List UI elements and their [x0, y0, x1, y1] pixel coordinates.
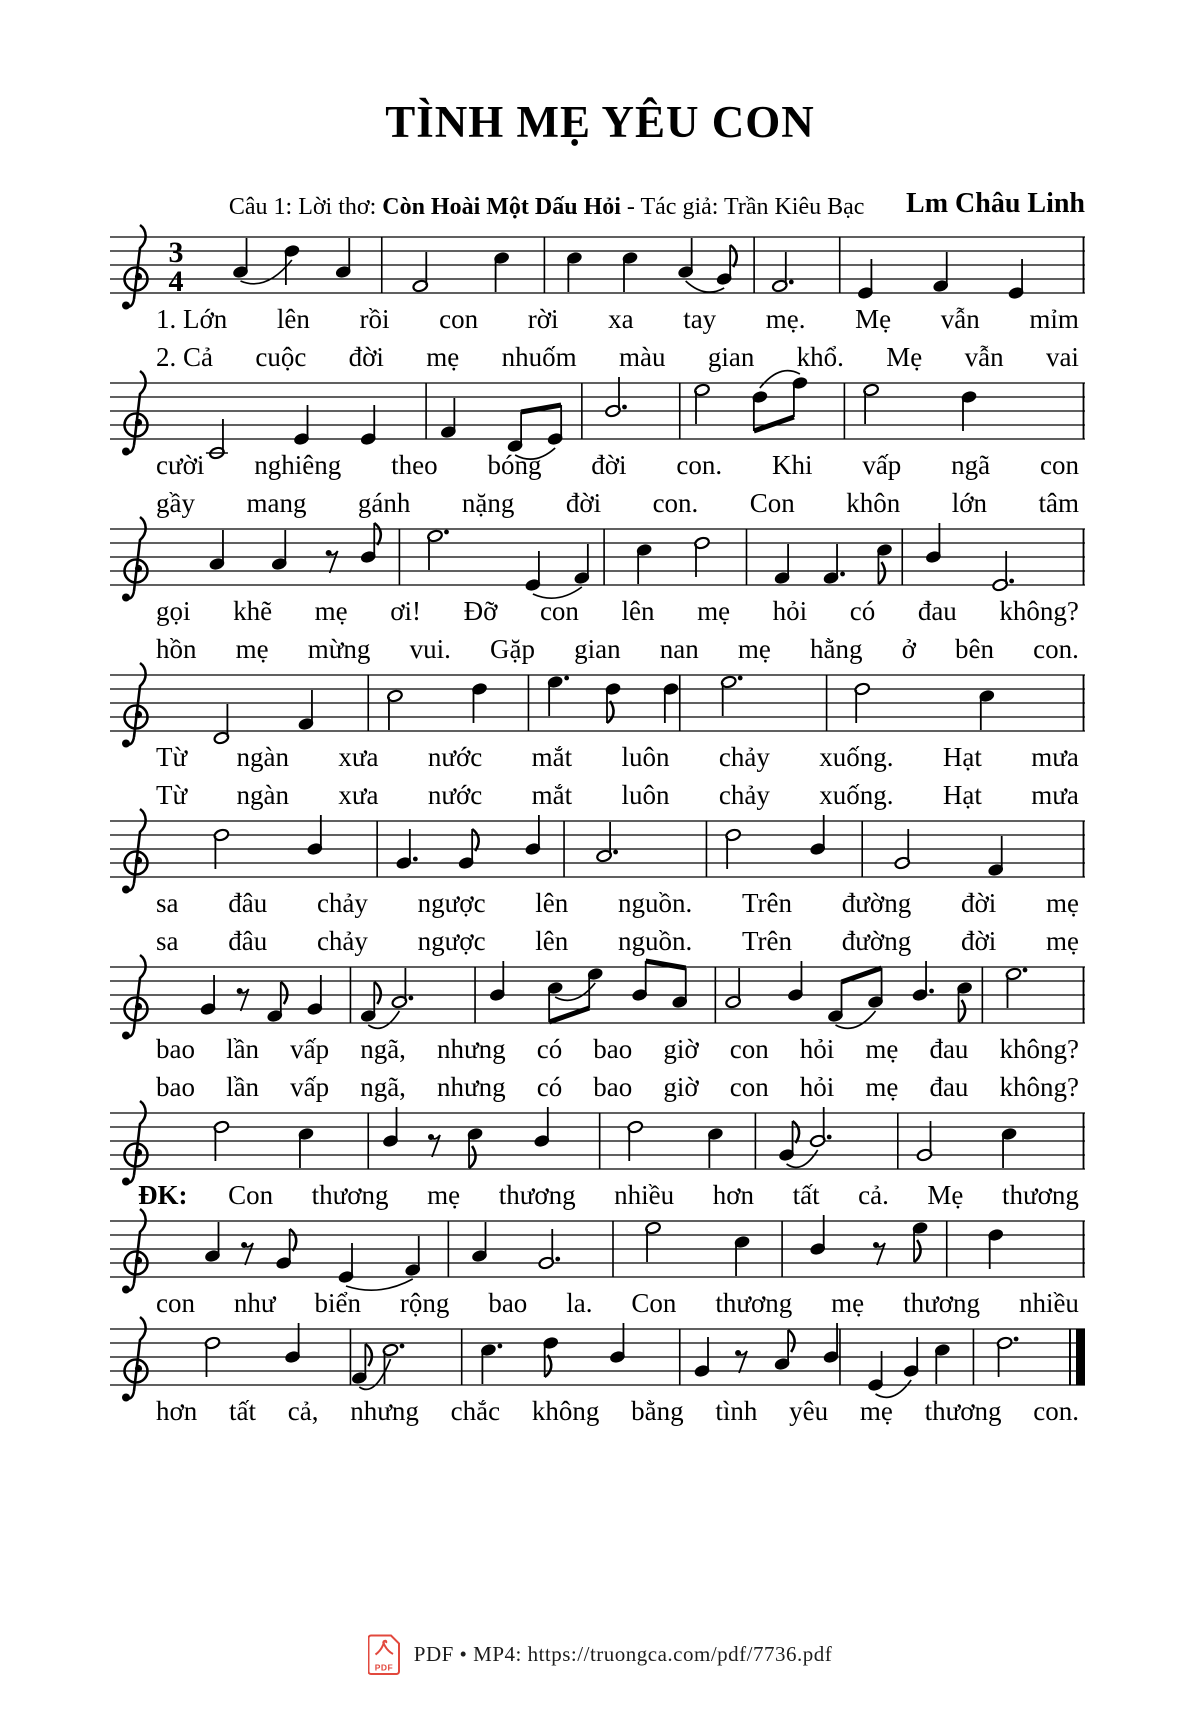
lyric-word: mẹ	[1045, 926, 1079, 956]
lyric-word: nguồn.	[618, 926, 693, 956]
lyric-word: không?	[999, 596, 1079, 626]
lyric-word: ngàn	[236, 780, 289, 810]
pdf-icon-label: PDF	[374, 1662, 394, 1673]
lyric-word: bằng	[631, 1396, 684, 1426]
lyric-word: bao	[488, 1288, 528, 1318]
lyric-word: ngược	[417, 926, 486, 956]
lyric-word: vấp	[290, 1072, 330, 1102]
lyric-word: xuống.	[819, 742, 894, 772]
lyric-word: chảy	[316, 926, 368, 956]
system-1	[110, 215, 1085, 376]
footer	[0, 1634, 1200, 1675]
lyric-word: tay	[683, 304, 717, 334]
lyric-word: Mẹ	[927, 1180, 964, 1210]
system-6	[110, 945, 1085, 1106]
lyric-word: Từ	[156, 742, 188, 772]
lyric-word: con.	[652, 488, 699, 518]
system-9	[110, 1307, 1085, 1430]
lyric-word: thương	[903, 1288, 981, 1318]
lyric-word: lên	[276, 304, 310, 334]
treble-clef-icon	[122, 371, 148, 456]
lyric-word: khẽ	[233, 596, 273, 626]
lyric-word: nghiêng	[254, 450, 342, 480]
lyric-word: mẹ	[426, 342, 460, 372]
lyric-word: thương	[311, 1180, 389, 1210]
lyric-word: ngã,	[360, 1072, 406, 1102]
time-signature-beats: 3	[168, 236, 184, 269]
lyric-word: nước	[427, 780, 483, 810]
lyric-word: lên	[535, 888, 569, 918]
lyric-word: cả.	[858, 1180, 889, 1210]
lyrics-row	[110, 1392, 1085, 1430]
lyric-word: gầy	[156, 488, 195, 518]
lyric-word: Con	[749, 488, 795, 518]
lyric-word: hỏi	[799, 1034, 835, 1064]
lyric-word: đời	[591, 450, 627, 480]
treble-clef-icon	[122, 1317, 148, 1402]
lyric-word: Khi	[771, 450, 813, 480]
lyric-word: nan	[659, 634, 699, 664]
lyric-word: 1. Lớn	[156, 304, 228, 334]
lyric-word: con	[1039, 450, 1079, 480]
lyric-word: màu	[618, 342, 666, 372]
chorus-label: ĐK:	[138, 1180, 188, 1210]
lyric-word: mẹ	[737, 634, 771, 664]
music-systems	[110, 215, 1085, 1430]
lyric-word: cả,	[287, 1396, 319, 1426]
lyric-word: vẫn	[964, 342, 1004, 372]
lyric-word: vai	[1045, 342, 1079, 372]
lyric-word: Con	[631, 1288, 677, 1318]
lyric-word: la.	[566, 1288, 593, 1318]
treble-clef-icon	[122, 1101, 148, 1186]
lyric-word: con	[156, 1288, 195, 1318]
song-title: TÌNH MẸ YÊU CON	[385, 97, 815, 147]
lyrics-row	[110, 738, 1085, 776]
lyric-word: lên	[621, 596, 655, 626]
lyric-word: nhưng	[350, 1396, 419, 1426]
treble-clef-icon	[122, 955, 148, 1040]
lyric-word: đời	[565, 488, 602, 518]
lyric-word: đường	[841, 926, 912, 956]
lyric-word: mẹ	[427, 1180, 461, 1210]
lyric-word: Mẹ	[886, 342, 923, 372]
lyric-word: ngược	[417, 888, 486, 918]
lyric-word: hỏi	[799, 1072, 835, 1102]
lyric-word: không?	[999, 1072, 1079, 1102]
lyric-word: chảy	[718, 742, 770, 772]
composer-name: Lm Châu Linh	[906, 188, 1085, 219]
lyric-word: vui.	[409, 634, 451, 664]
lyric-word: tình	[715, 1396, 758, 1426]
lyric-word: mẹ	[235, 634, 269, 664]
treble-clef-icon	[122, 663, 148, 748]
lyric-word: bên	[955, 634, 995, 664]
lyric-word: khổ.	[796, 342, 844, 372]
lyric-word: Gặp	[489, 634, 535, 664]
footer-link-text: PDF • MP4: https://truongca.com/pdf/7736.pdf	[413, 1642, 833, 1666]
treble-clef-icon	[122, 225, 148, 310]
lyric-word: ơi!	[390, 596, 422, 626]
lyric-word: gọi	[156, 596, 191, 626]
lyric-word: đau	[929, 1034, 969, 1064]
lyric-word: con	[729, 1072, 769, 1102]
lyric-word: con.	[676, 450, 723, 480]
lyric-word: con	[439, 304, 479, 334]
lyric-word: đường	[841, 888, 912, 918]
lyric-word: đời	[348, 342, 384, 372]
lyric-word: hỏi	[772, 596, 808, 626]
lyric-word: lần	[226, 1072, 260, 1102]
lyric-word: xuống.	[819, 780, 894, 810]
lyric-word: nước	[427, 742, 483, 772]
caption-suffix: - Tác giả: Trần Kiêu Bạc	[620, 194, 865, 220]
lyric-word: không?	[999, 1034, 1079, 1064]
lyric-word: thương	[924, 1396, 1002, 1426]
lyrics-row	[110, 1068, 1085, 1106]
lyric-word: hơn	[712, 1180, 755, 1210]
lyrics-row	[110, 884, 1085, 922]
lyric-word: gánh	[357, 488, 411, 518]
lyric-word: con.	[1033, 1396, 1079, 1426]
lyric-word: như	[233, 1288, 276, 1318]
caption-prefix: Câu 1: Lời thơ:	[228, 194, 383, 220]
lyric-word: Trên	[742, 888, 793, 918]
lyric-word: nhiều	[614, 1180, 675, 1210]
lyric-word: mẹ	[697, 596, 731, 626]
lyric-word: Hạt	[942, 780, 982, 810]
system-3	[110, 507, 1085, 668]
lyric-word: bao	[593, 1072, 633, 1102]
lyric-word: đâu	[228, 926, 268, 956]
lyric-word: 2. Cả	[156, 342, 213, 372]
lyric-word: bóng	[487, 450, 542, 480]
lyric-word: mưa	[1031, 780, 1079, 810]
lyric-word: tất	[792, 1180, 820, 1210]
caption-row	[110, 188, 1085, 224]
lyric-word: có	[536, 1072, 563, 1102]
lyric-word: rời	[527, 304, 559, 334]
lyric-word: nhưng	[437, 1072, 506, 1102]
lyric-word: giờ	[663, 1072, 699, 1102]
lyric-word: con	[539, 596, 579, 626]
lyric-word: cuộc	[255, 342, 307, 372]
lyric-word: không	[531, 1396, 600, 1426]
lyric-word: đau	[917, 596, 957, 626]
lyric-word: vấp	[290, 1034, 330, 1064]
lyric-word: yêu	[789, 1396, 829, 1426]
lyric-word: Trên	[742, 926, 793, 956]
lyric-word: mẹ	[865, 1034, 899, 1064]
lyric-word: con.	[1033, 634, 1079, 664]
lyric-word: Hạt	[942, 742, 982, 772]
lyric-word: lần	[226, 1034, 260, 1064]
lyric-word: ngã,	[360, 1034, 406, 1064]
lyrics-row	[110, 1030, 1085, 1068]
system-7	[110, 1091, 1085, 1214]
lyric-word: mẹ	[865, 1072, 899, 1102]
lyric-word: bao	[593, 1034, 633, 1064]
lyric-word: nặng	[461, 488, 515, 518]
lyric-word: Từ	[156, 780, 188, 810]
lyric-word: xa	[608, 304, 634, 334]
lyric-word: hơn	[156, 1396, 198, 1426]
lyric-word: sa	[156, 888, 179, 918]
lyric-word: vấp	[862, 450, 902, 480]
lyric-word: đời	[960, 926, 997, 956]
lyric-word: ngã	[951, 450, 991, 480]
lyric-word: mẹ	[1045, 888, 1079, 918]
lyric-word: gian	[574, 634, 621, 664]
lyric-word: ngàn	[236, 742, 289, 772]
lyric-word: ở	[901, 634, 916, 664]
lyric-word: mẹ	[859, 1396, 893, 1426]
lyric-word: hồn	[156, 634, 197, 664]
lyric-word: có	[536, 1034, 563, 1064]
lyric-word: chắc	[450, 1396, 501, 1426]
pdf-file-icon	[368, 1634, 401, 1675]
lyric-word: Đỡ	[463, 596, 498, 626]
lyric-word: đau	[929, 1072, 969, 1102]
lyric-word: khôn	[846, 488, 901, 518]
system-2	[110, 361, 1085, 522]
lyric-word: lên	[535, 926, 569, 956]
lyric-word: có	[849, 596, 876, 626]
lyric-word: tâm	[1038, 488, 1079, 518]
lyric-word: xưa	[338, 742, 379, 772]
lyric-word: giờ	[663, 1034, 699, 1064]
lyric-word: gian	[707, 342, 755, 372]
lyric-word: con	[729, 1034, 769, 1064]
lyric-word: theo	[391, 450, 438, 480]
treble-clef-icon	[122, 1209, 148, 1294]
lyric-word: chảy	[718, 780, 770, 810]
lyric-word: đâu	[228, 888, 268, 918]
lyric-word: nhưng	[437, 1034, 506, 1064]
lyric-word: mắt	[531, 742, 573, 772]
lyric-word: nhuốm	[501, 342, 577, 372]
lyrics-row	[110, 446, 1085, 484]
lyric-word: tất	[229, 1396, 257, 1426]
lyric-word: mừng	[307, 634, 371, 664]
lyric-word: cười	[156, 450, 205, 480]
lyric-word: mỉm	[1029, 304, 1079, 334]
lyric-word: lớn	[951, 488, 988, 518]
treble-clef-icon	[122, 809, 148, 894]
lyric-word: sa	[156, 926, 179, 956]
system-8	[110, 1199, 1085, 1322]
lyric-word: mẹ	[831, 1288, 865, 1318]
system-4	[110, 653, 1085, 814]
lyric-word: xưa	[338, 780, 379, 810]
lyric-word: Con	[228, 1180, 274, 1210]
system-5	[110, 799, 1085, 960]
lyric-word: nhiều	[1018, 1288, 1079, 1318]
lyric-word: biển	[314, 1288, 361, 1318]
lyric-word: bao	[156, 1034, 195, 1064]
caption	[229, 194, 865, 221]
lyric-word: rồi	[359, 304, 390, 334]
lyric-word: mưa	[1031, 742, 1079, 772]
lyric-word: bao	[156, 1072, 195, 1102]
lyric-word: mẹ.	[765, 304, 806, 334]
lyric-word: rộng	[399, 1288, 450, 1318]
lyric-word: thương	[715, 1288, 793, 1318]
lyric-word: luôn	[621, 780, 670, 810]
lyric-word: đời	[960, 888, 997, 918]
lyric-word: nguồn.	[618, 888, 693, 918]
lyric-word: thương	[1001, 1180, 1079, 1210]
lyric-word: chảy	[316, 888, 368, 918]
lyric-word: mẹ	[314, 596, 348, 626]
lyric-word: mắt	[531, 780, 573, 810]
lyrics-row	[110, 300, 1085, 338]
lyric-word: thương	[498, 1180, 576, 1210]
treble-clef-icon	[122, 517, 148, 602]
lyric-word: luôn	[621, 742, 670, 772]
lyrics-row	[110, 592, 1085, 630]
lyric-word: mang	[246, 488, 307, 518]
caption-poem-title: Còn Hoài Một Dấu Hỏi	[382, 194, 621, 220]
time-signature-unit: 4	[168, 265, 184, 298]
lyric-word: hằng	[810, 634, 863, 664]
lyric-word: vẫn	[940, 304, 980, 334]
lyric-word: Mẹ	[855, 304, 892, 334]
